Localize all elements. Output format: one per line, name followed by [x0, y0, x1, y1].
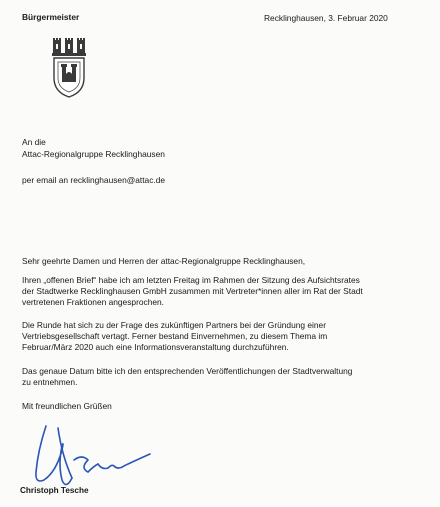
recipient-email: per email an recklinghausen@attac.de	[22, 175, 166, 185]
sender-title: Bürgermeister	[22, 12, 80, 22]
place-date: Recklinghausen, 3. Februar 2020	[264, 13, 388, 23]
paragraph-1-line-1: Ihren „offenen Brief“ habe ich am letzten Freitag im Rahmen der Sitzung des Aufsichtsrates	[22, 275, 360, 285]
paragraph-2-line-3: Februar/März 2020 auch eine Informationsveranstaltung durchzuführen.	[22, 342, 289, 352]
paragraph-2-line-2: Vertriebsgesellschaft vertagt. Ferner bestand Einvernehmen, zu diesem Thema im	[22, 331, 328, 341]
recipient-line-1: An die	[22, 137, 46, 147]
paragraph-1-line-2: der Stadtwerke Recklinghausen GmbH zusammen mit Vertreter*innen aller im Rat der Stadt	[22, 286, 363, 296]
city-crest-icon	[50, 38, 88, 98]
salutation: Sehr geehrte Damen und Herren der attac-Regionalgruppe Recklinghausen,	[22, 256, 306, 266]
closing: Mit freundlichen Grüßen	[22, 401, 112, 411]
paragraph-1-line-3: vertretenen Fraktionen angesprochen.	[22, 297, 164, 307]
recipient-line-2: Attac-Regionalgruppe Recklinghausen	[22, 149, 165, 159]
paragraph-3-line-1: Das genaue Datum bitte ich den entsprechenden Veröffentlichungen der Stadtverwaltung	[22, 366, 353, 376]
paragraph-3-line-2: zu entnehmen.	[22, 377, 78, 387]
paragraph-2-line-1: Die Runde hat sich zu der Frage des zukünftigen Partners bei der Gründung einer	[22, 320, 327, 330]
signatory-name: Christoph Tesche	[20, 486, 89, 495]
